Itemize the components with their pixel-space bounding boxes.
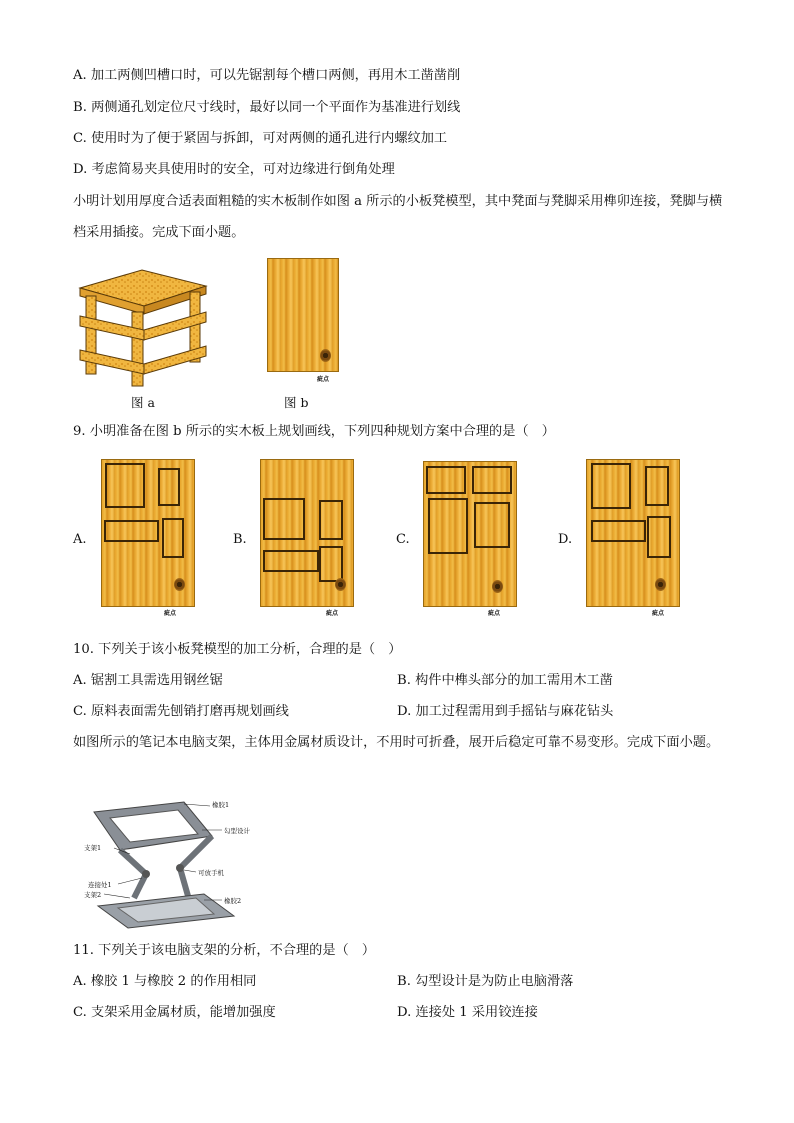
leg-part [645,466,669,506]
joint1-label: 连接处1 [88,881,112,889]
knot-icon [492,580,503,593]
q10-option-c: C. 原料表面需先刨销打磨再规划画线 [73,704,289,719]
seat-part [591,463,631,509]
q10-option-b: B. 构件中榫头部分的加工需用木工凿 [397,673,613,688]
q9-option-d-plank[interactable] [586,459,680,607]
q10-option-a: A. 锯割工具需选用钢丝锯 [73,673,223,688]
q8-option-d: D. 考虑简易夹具使用时的安全，可对边缘进行倒角处理 [73,162,395,177]
leg-part [158,468,180,506]
knot-icon [174,578,185,591]
q11-stem: 11. 下列关于该电脑支架的分析，不合理的是（ ） [73,943,376,958]
q9-option-c-label[interactable]: C. [396,532,410,547]
fig-b-caption: 图 b [284,395,309,410]
phone-label: 可放手机 [198,869,224,877]
leg-part [647,516,671,558]
q9-option-d-label[interactable]: D. [558,532,573,547]
q11-option-b: B. 勾型设计是为防止电脑滑落 [397,974,574,989]
leg-part [319,500,343,540]
stool-intro: 小明计划用厚度合适表面粗糙的实木板制作如图 a 所示的小板凳模型，其中凳面与凳脚采用榫卯连接，凳脚与横档采用插接。完成下面小题。 [73,194,723,240]
rail-part [263,550,319,572]
q9-option-b-plank[interactable] [260,459,354,607]
wood-plank-figure-b [267,258,339,372]
laptop-stand-drawing [84,798,264,930]
rubber1-label: 橡胶1 [212,801,230,809]
q9-option-b-label[interactable]: B. [233,532,247,547]
leg-part [319,546,343,582]
q9-option-c-plank[interactable] [423,461,517,607]
laptop-stand-figure [84,798,264,930]
knot-label: 疵点 [164,610,177,617]
leg-part [472,466,512,494]
knot-icon [335,578,346,591]
stand-intro: 如图所示的笔记本电脑支架，主体用金属材质设计，不用时可折叠，展开后稳定可靠不易变形。完成下面小题。 [73,735,720,750]
bracket2-label: 支架2 [84,891,102,899]
bracket1-label: 支架1 [84,844,102,852]
knot-label: 疵点 [652,610,665,617]
q9-option-a-label[interactable]: A. [73,532,87,547]
q8-option-a: A. 加工两侧凹槽口时，可以先锯割每个槽口两侧，再用木工凿凿削 [73,68,461,83]
stool-figure-a [72,266,212,391]
knot-icon [655,578,666,591]
stool-drawing [72,266,212,391]
seat-part [105,463,145,508]
rail-part [474,502,510,548]
q11-option-a: A. 橡胶 1 与橡胶 2 的作用相同 [73,974,257,989]
leg-part [426,466,466,494]
q9-option-a-plank[interactable] [101,459,195,607]
q10-stem: 10. 下列关于该小板凳模型的加工分析，合理的是（ ） [73,642,402,657]
q8-option-b: B. 两侧通孔划定位尺寸线时，最好以同一个平面作为基准进行划线 [73,100,461,115]
knot-icon [320,349,331,362]
q11-option-c: C. 支架采用金属材质，能增加强度 [73,1005,276,1020]
knot-label: 疵点 [326,610,339,617]
knot-label: 疵点 [317,376,330,383]
q11-option-d: D. 连接处 1 采用铰连接 [397,1005,538,1020]
rail-part [591,520,646,542]
fig-a-caption: 图 a [131,395,155,410]
leg-part [162,518,184,558]
rubber2-label: 橡胶2 [224,897,242,905]
q8-option-c: C. 使用时为了便于紧固与拆卸，可对两侧的通孔进行内螺纹加工 [73,131,448,146]
seat-part [263,498,305,540]
rail-part [104,520,159,542]
q10-option-d: D. 加工过程需用到手摇钻与麻花钻头 [397,704,614,719]
seat-part [428,498,468,554]
q9-stem: 9. 小明准备在图 b 所示的实木板上规划画线，下列四种规划方案中合理的是（ ） [73,424,555,439]
knot-label: 疵点 [488,610,501,617]
hook-label: 勾型设计 [224,827,250,835]
